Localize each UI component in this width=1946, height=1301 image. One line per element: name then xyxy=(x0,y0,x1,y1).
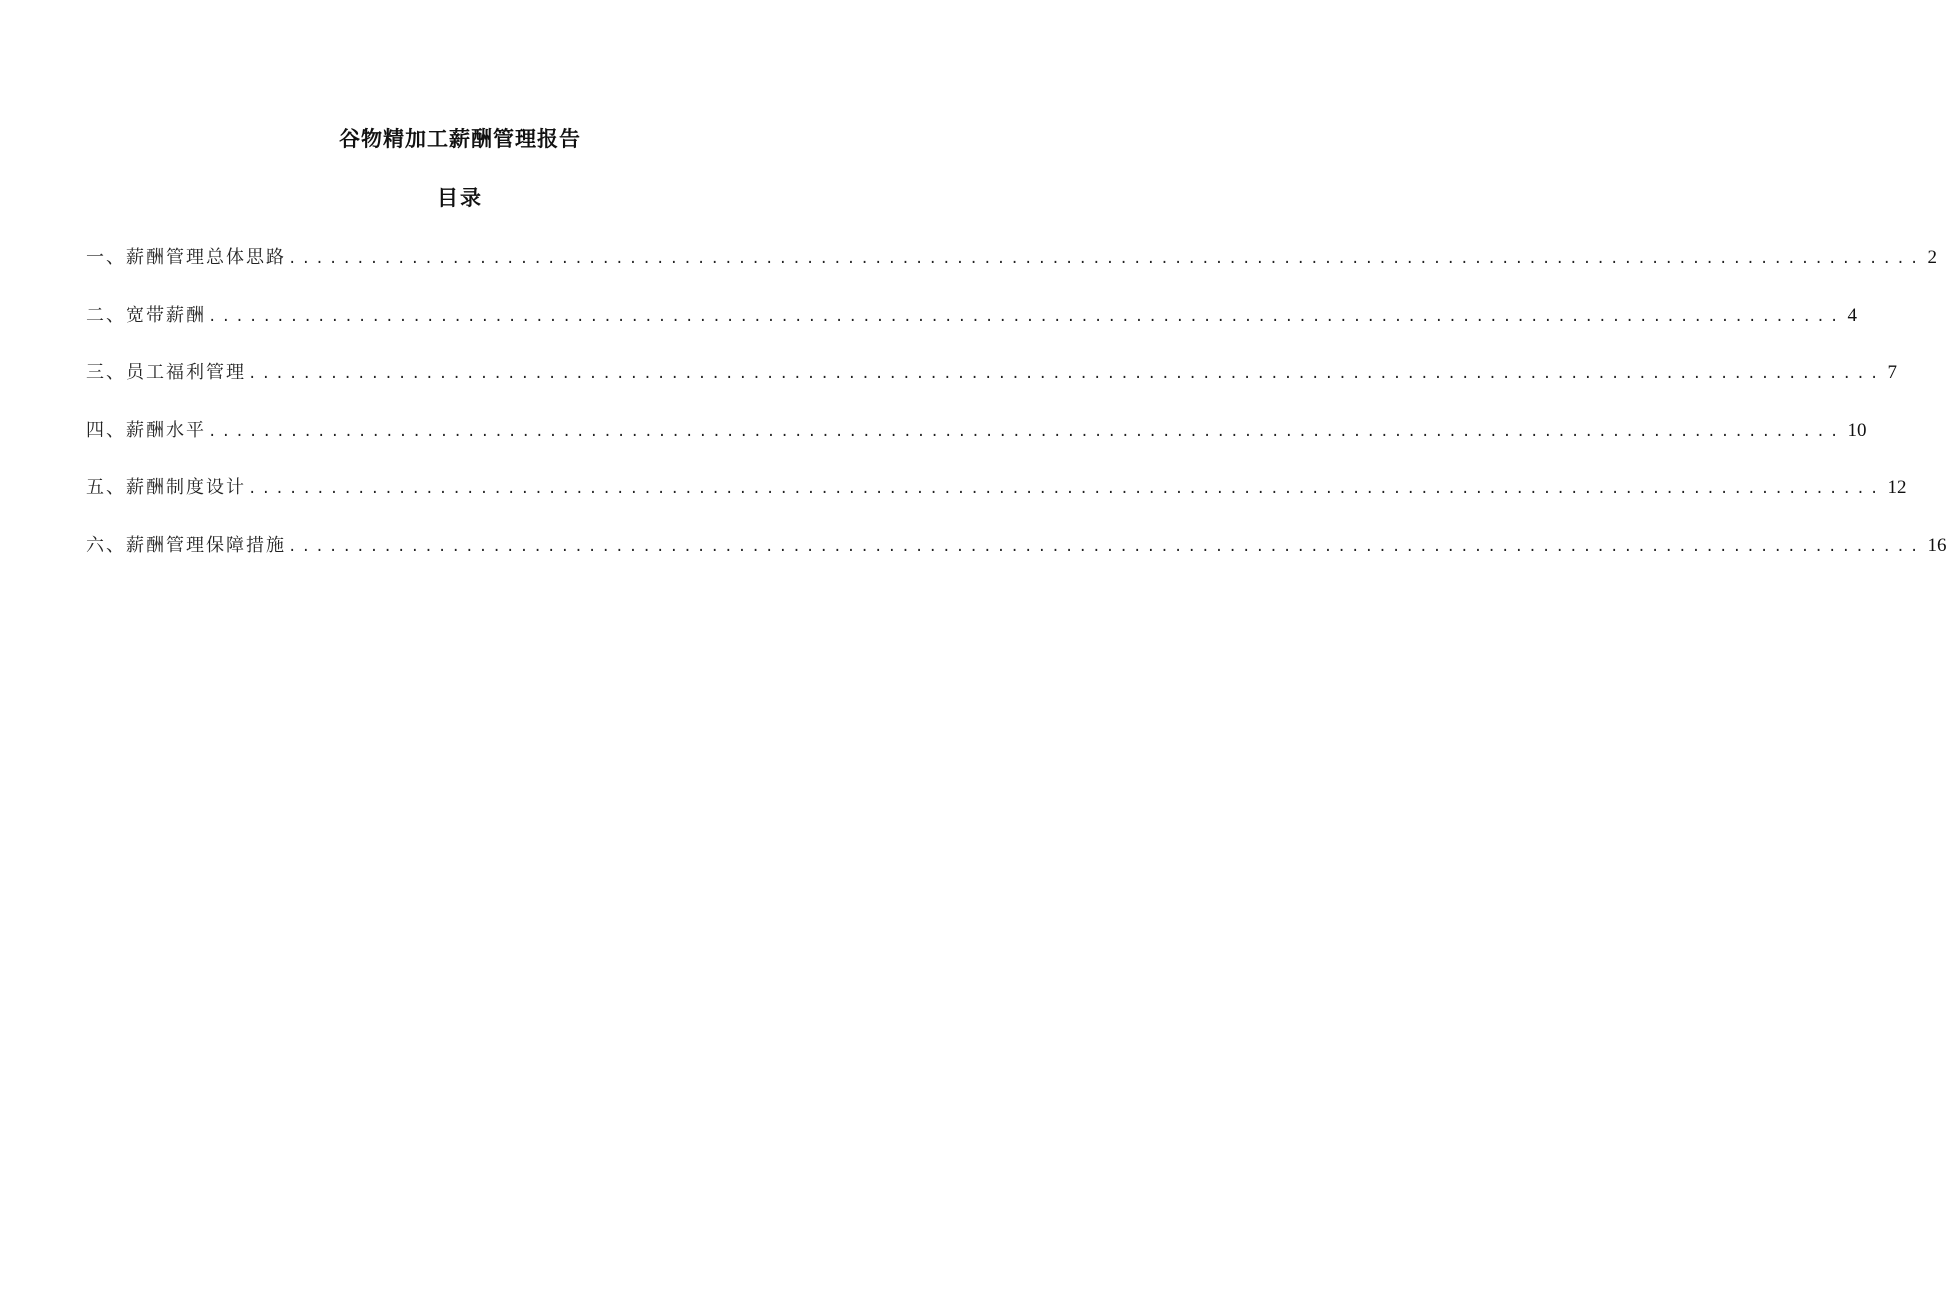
toc-dot-leader: ........................................................................................................................ xyxy=(208,423,1844,440)
toc-entry-page: 12 xyxy=(1887,477,1907,499)
toc-dot-leader: ........................................................................................................................ xyxy=(288,251,1924,267)
toc-entry[interactable] xyxy=(86,240,1937,298)
toc-entry-label: 一、薪酬管理总体思路 xyxy=(86,247,286,268)
toc-entry-page: 10 xyxy=(1847,419,1867,441)
toc-entry-label: 二、宽带薪酬 xyxy=(86,304,206,326)
toc-dot-leader: ........................................................................................................................ xyxy=(288,538,1924,555)
toc-entry[interactable] xyxy=(86,413,1867,471)
toc-dot-leader: ........................................................................................................................ xyxy=(248,366,1884,383)
toc-entry-label: 四、薪酬水平 xyxy=(86,419,206,441)
toc-entry-page: 16 xyxy=(1927,534,1946,556)
toc-entry-page: 2 xyxy=(1927,247,1937,268)
toc-entry[interactable] xyxy=(86,528,1946,586)
toc-heading: 目录 xyxy=(437,185,483,210)
toc-entry-page: 4 xyxy=(1847,304,1857,326)
toc-dot-leader: ........................................................................................................................ xyxy=(248,481,1884,498)
toc-entry[interactable] xyxy=(86,470,1907,528)
toc-entry[interactable] xyxy=(86,355,1897,413)
toc-entry-label: 五、薪酬制度设计 xyxy=(86,477,246,499)
toc-entry-page: 7 xyxy=(1887,362,1897,384)
toc-entry-label: 六、薪酬管理保障措施 xyxy=(86,534,286,556)
toc-dot-leader: ........................................................................................................................ xyxy=(208,308,1844,325)
document-title: 谷物精加工薪酬管理报告 xyxy=(339,126,581,151)
toc-entry[interactable] xyxy=(86,298,1857,356)
table-of-contents xyxy=(86,240,1946,586)
toc-entry-label: 三、员工福利管理 xyxy=(86,362,246,384)
